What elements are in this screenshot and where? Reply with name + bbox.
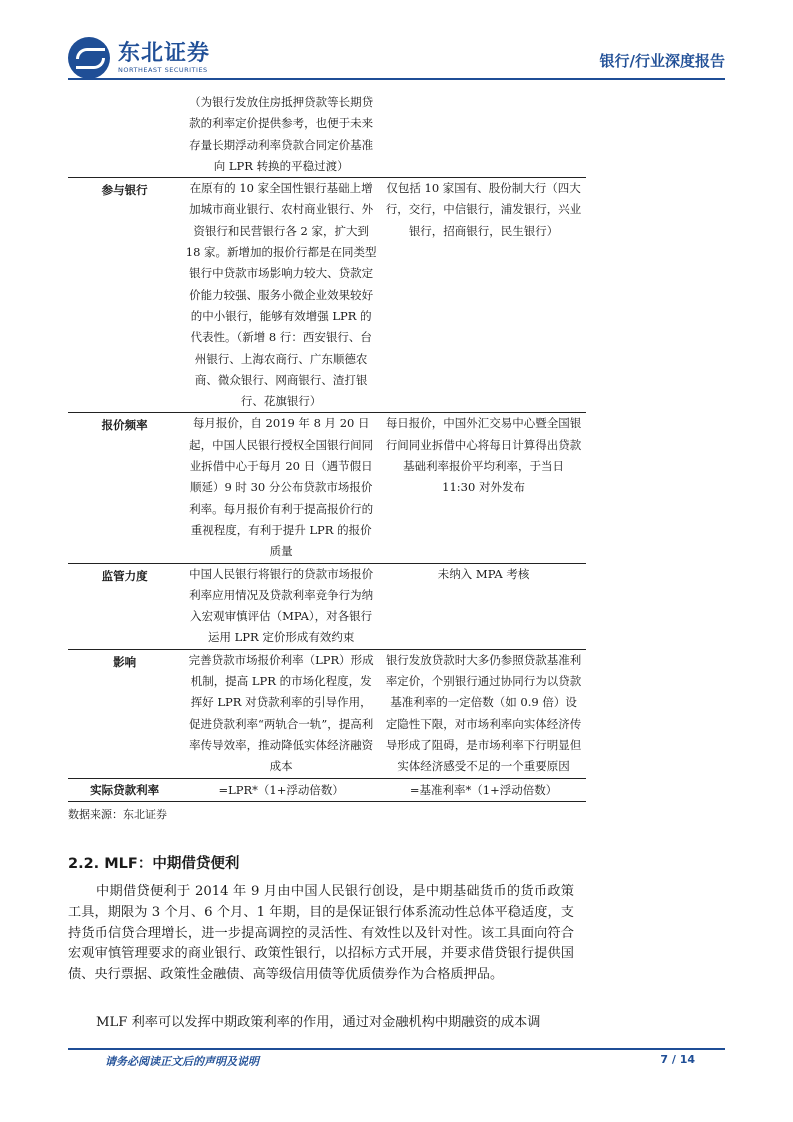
footer-disclaimer: 请务必阅读正文后的声明及说明 — [105, 1055, 259, 1068]
logo-emblem-icon — [68, 37, 110, 79]
body-paragraph: MLF 利率可以发挥中期政策利率的作用，通过对金融机构中期融资的成本调 — [96, 1015, 541, 1030]
table-row — [68, 649, 586, 778]
table-cell: 每月报价，自 2019 年 8 月 20 日起，中国人民银行授权全国银行间同业拆借中心于每月 20 日（遇节假日顺延）9 时 30 分公布贷款市场报价利率。每月报价有利于提高报价行的重视程度，有利于提升 LPR 的报价质量 — [189, 416, 374, 559]
row-label: 报价频率 — [101, 418, 148, 433]
header-divider — [68, 78, 725, 80]
page-number: 7 / 14 — [660, 1053, 695, 1066]
table-row-continuation — [68, 92, 586, 177]
data-source: 数据来源：东北证券 — [68, 808, 167, 821]
row-label: 实际贷款利率 — [90, 782, 160, 797]
company-logo — [68, 37, 210, 79]
table-row — [68, 412, 586, 562]
body-paragraph: 中期借贷便利于 2014 年 9 月由中国人民银行创设，是中期基础货币的货币政策工具，期限为 3 个月、6 个月、1 年期，目的是保证银行体系流动性总体平稳适度，支持货币信贷合理增长，进一步提高调控的灵活性、有效性以及针对性。该工具面向符合宏观审慎管理要求的商业银行、政策性银行，以招标方式开展，并要求借贷银行提供国债、央行票据、政策性金融债、高等级信用债等优质债券作为合格质押品。 — [68, 884, 574, 983]
row-label: 影响 — [113, 654, 137, 669]
table-cell: 仅包括 10 家国有、股份制大行（四大行，交行，中信银行，浦发银行，兴业银行，招商银行，民生银行） — [385, 181, 582, 238]
table-cell: 银行发放贷款时大多仍参照贷款基准利率定价，个别银行通过协同行为以贷款基准利率的一定倍数（如 0.9 倍）设定隐性下限，对市场利率向实体经济传导形成了阻碍，是市场利率下行明显但实体经济感受不足的一个重要原因 — [385, 652, 582, 774]
table-cell: 完善贷款市场报价利率（LPR）形成机制，提高 LPR 的市场化程度，发挥好 LPR 对贷款利率的引导作用，促进贷款利率“两轨合一轨”，提高利率传导效率，推动降低实体经济融资成本 — [188, 652, 374, 774]
footer-divider — [68, 1048, 725, 1050]
table-cell: 中国人民银行将银行的贷款市场报价利率应用情况及贷款利率竞争行为纳入宏观审慎评估（MPA），对各银行运用 LPR 定价形成有效约束 — [189, 566, 374, 645]
row-label: 监管力度 — [101, 568, 148, 583]
table-row-total — [68, 778, 586, 802]
report-type: 银行/行业深度报告 — [599, 52, 725, 70]
table-row — [68, 563, 586, 649]
table-cell: 未纳入 MPA 考核 — [437, 566, 530, 581]
table-cell: （为银行发放住房抵押贷款等长期贷款的利率定价提供参考，也便于未来存量长期浮动利率贷款合同定价基准向 LPR 转换的平稳过渡） — [189, 95, 374, 173]
table-cell: 在原有的 10 家全国性银行基础上增加城市商业银行、农村商业银行、外资银行和民营银行各 2 家，扩大到 18 家。新增加的报价行都是在同类型银行中贷款市场影响力较大、贷款定价能力较强、服务小微企业效果较好的中小银行，能够有效增强 LPR 的代表性。（新增 8 行：西安银行、台州银行、上海农商行、广东顺德农商、微众银行、网商银行、渣打银行、花旗银行） — [185, 181, 377, 409]
lpr-comparison-table — [68, 92, 586, 802]
table-cell: =LPR*（1+浮动倍数） — [218, 782, 344, 797]
logo-name-cn: 东北证券 — [118, 41, 211, 66]
table-cell: 每日报价，中国外汇交易中心暨全国银行间同业拆借中心将每日计算得出贷款基础利率报价平均利率，于当日 11:30 对外发布 — [385, 416, 582, 495]
row-label: 参与银行 — [101, 183, 148, 198]
table-row — [68, 177, 586, 412]
section-title: 2.2. MLF：中期借贷便利 — [68, 856, 240, 872]
logo-name-en: NORTHEAST SECURITIES — [118, 66, 208, 74]
table-cell: =基准利率*（1+浮动倍数） — [409, 782, 558, 797]
